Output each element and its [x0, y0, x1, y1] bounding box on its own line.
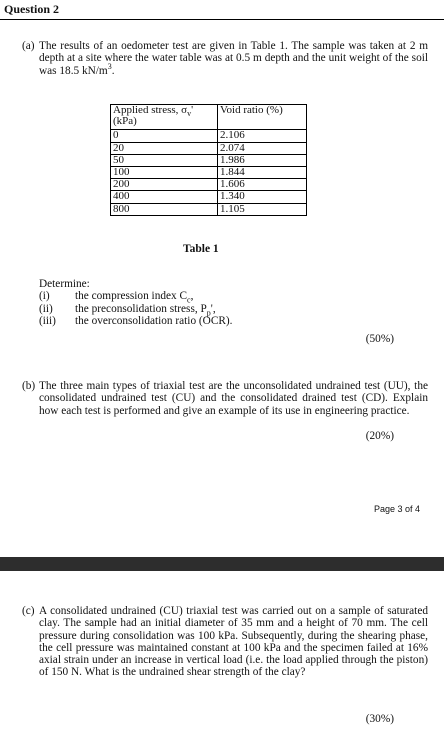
item-text: the preconsolidation stress, $P_p'$,: [75, 302, 216, 317]
item-number: (ii): [39, 302, 53, 315]
part-b-label: (b): [22, 380, 36, 392]
table-body: [111, 130, 307, 215]
stress-cell: 50: [111, 154, 218, 166]
table-row: [111, 167, 307, 179]
table-row: [111, 142, 307, 154]
stress-cell: 400: [111, 191, 218, 203]
question-title: Question 2: [4, 2, 60, 16]
stress-cell: 0: [111, 130, 218, 142]
part-c-marks: (30%): [365, 713, 394, 725]
part-a-label: (a): [22, 40, 35, 52]
part-b-text: The three main types of triaxial test are the unconsolidated undrained test (UU), the consolidated undrained test (CU) and the consolidated drained test (CD). Explain how each test is performed and give an example of its use in engineering practice.: [39, 380, 428, 417]
stress-cell: 100: [111, 167, 218, 179]
header-void-ratio: Void ratio (%): [218, 105, 307, 130]
determine-label: Determine:: [39, 278, 90, 290]
void-ratio-cell: 1.340: [218, 191, 307, 203]
table-row: [111, 130, 307, 142]
table-row: [111, 154, 307, 166]
stress-cell: 800: [111, 203, 218, 215]
part-c-paragraph: [22, 605, 428, 679]
void-ratio-cell: 2.074: [218, 142, 307, 154]
stress-cell: 20: [111, 142, 218, 154]
part-a-paragraph: [22, 40, 428, 77]
part-a-text: The results of an oedometer test are given in Table 1. The sample was taken at 2 m depth at a site where the water table was at 0.5 m depth and the unit weight of the soil was 18.5 $kN/m^3$.: [39, 40, 428, 77]
item-number: (i): [39, 290, 50, 302]
part-c-label: (c): [22, 605, 35, 617]
page-divider: [0, 557, 444, 571]
oedometer-table: [110, 104, 307, 216]
part-b-paragraph: [22, 380, 428, 417]
item-text: the overconsolidation ratio (OCR).: [75, 315, 233, 327]
table-row: [111, 191, 307, 203]
void-ratio-cell: 1.986: [218, 154, 307, 166]
title-rule: [0, 19, 444, 20]
page-4: [0, 571, 444, 735]
page-number: Page 3 of 4: [373, 504, 420, 514]
table-caption: Table 1: [183, 243, 219, 255]
void-ratio-cell: 2.106: [218, 130, 307, 142]
header-applied-stress: Applied stress, $\sigma_v'$ (kPa): [111, 105, 218, 130]
item-number: (iii): [39, 315, 56, 327]
table-row: [111, 179, 307, 191]
void-ratio-cell: 1.844: [218, 167, 307, 179]
part-a-marks: (50%): [365, 333, 394, 345]
part-c-text: A consolidated undrained (CU) triaxial test was carried out on a sample of saturated clay. The sample had an initial diameter of 35 mm and a height of 70 mm. The cell pressure during consolidation was 100 kPa. Subsequently, during the shearing phase, the cell pressure was maintained constant at 100 kPa and the specimen failed at 16% axial strain under an increase in vertical load (i.e. the load applied through the piston) of 150 N. What is the undrained shear strength of the clay?: [39, 605, 428, 679]
void-ratio-cell: 1.606: [218, 179, 307, 191]
void-ratio-cell: 1.105: [218, 203, 307, 215]
item-text: the compression index $C_c$,: [75, 290, 194, 305]
part-b-marks: (20%): [365, 430, 394, 442]
table-row: [111, 203, 307, 215]
stress-cell: 200: [111, 179, 218, 191]
